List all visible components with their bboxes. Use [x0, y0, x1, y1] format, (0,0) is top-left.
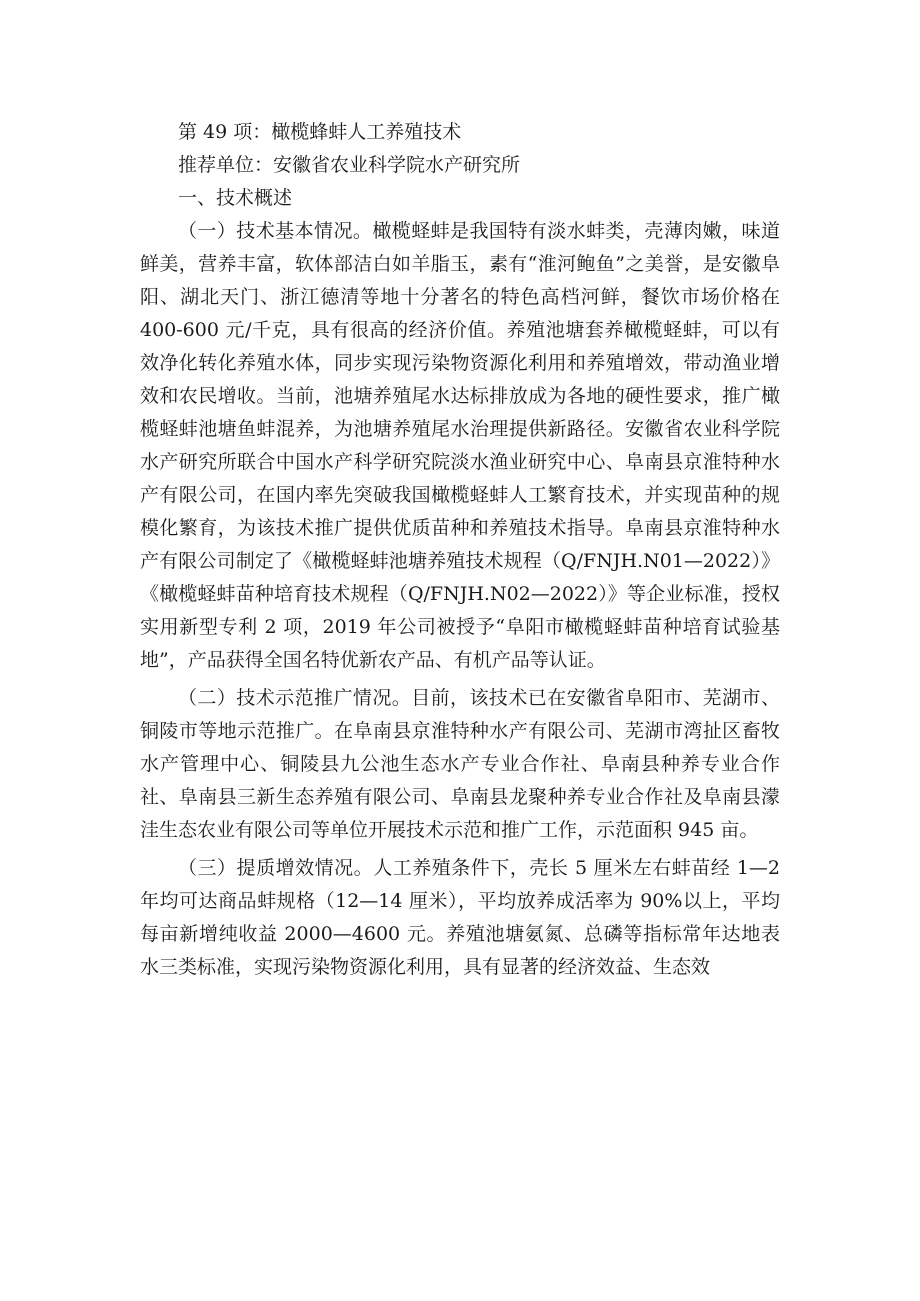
document-body	[140, 116, 780, 984]
item-title: 第 49 项：橄榄蜂蚌人工养殖技术	[178, 121, 462, 143]
section-heading: 一、技术概述	[178, 187, 293, 209]
paragraph-benefits: （三）提质增效情况。人工养殖条件下，壳长 5 厘米左右蚌苗经 1—2 年均可达商品蚌规格（12—14 厘米），平均放养成活率为 90%以上，平均每亩新增纯收益 2000—4600 元。养殖池塘氨氮、总磷等指标常年达地表水三类标准，实现污染物资源化利用，具有显著的经济效益、生态效	[140, 857, 780, 978]
paragraph-basic-info: （一）技术基本情况。橄榄蛏蚌是我国特有淡水蚌类，壳薄肉嫩，味道鲜美，营养丰富，软体部洁白如羊脂玉，素有“淮河鲍鱼”之美誉，是安徽阜阳、湖北天门、浙江德清等地十分著名的特色高档河鲜，餐饮市场价格在 400-600 元/千克，具有很高的经济价值。养殖池塘套养橄榄蛏蚌，可以有效净化转化养殖水体，同步实现污染物资源化利用和养殖增效，带动渔业增效和农民增收。当前，池塘养殖尾水达标排放成为各地的硬性要求，推广橄榄蛏蚌池塘鱼蚌混养，为池塘养殖尾水治理提供新路径。安徽省农业科学院水产研究所联合中国水产科学研究院淡水渔业研究中心、阜南县京淮特种水产有限公司，在国内率先突破我国橄榄蛏蚌人工繁育技术，并实现苗种的规模化繁育，为该技术推广提供优质苗种和养殖技术指导。阜南县京淮特种水产有限公司制定了《橄榄蛏蚌池塘养殖技术规程（Q/FNJH.N01—2022）》《橄榄蛏蚌苗种培育技术规程（Q/FNJH.N02—2022）》等企业标准，授权实用新型专利 2 项，2019 年公司被授予“阜阳市橄榄蛏蚌苗种培育试验基地”，产品获得全国名特优新农产品、有机产品等认证。	[140, 220, 780, 671]
paragraph-demonstration: （二）技术示范推广情况。目前，该技术已在安徽省阜阳市、芜湖市、铜陵市等地示范推广。在阜南县京淮特种水产有限公司、芜湖市湾扯区畜牧水产管理中心、铜陵县九公池生态水产专业合作社、阜南县种养专业合作社、阜南县三新生态养殖有限公司、阜南县龙聚种养专业合作社及阜南县濛洼生态农业有限公司等单位开展技术示范和推广工作，示范面积 945 亩。	[140, 687, 780, 841]
recommender-line: 推荐单位：安徽省农业科学院水产研究所	[178, 154, 521, 176]
